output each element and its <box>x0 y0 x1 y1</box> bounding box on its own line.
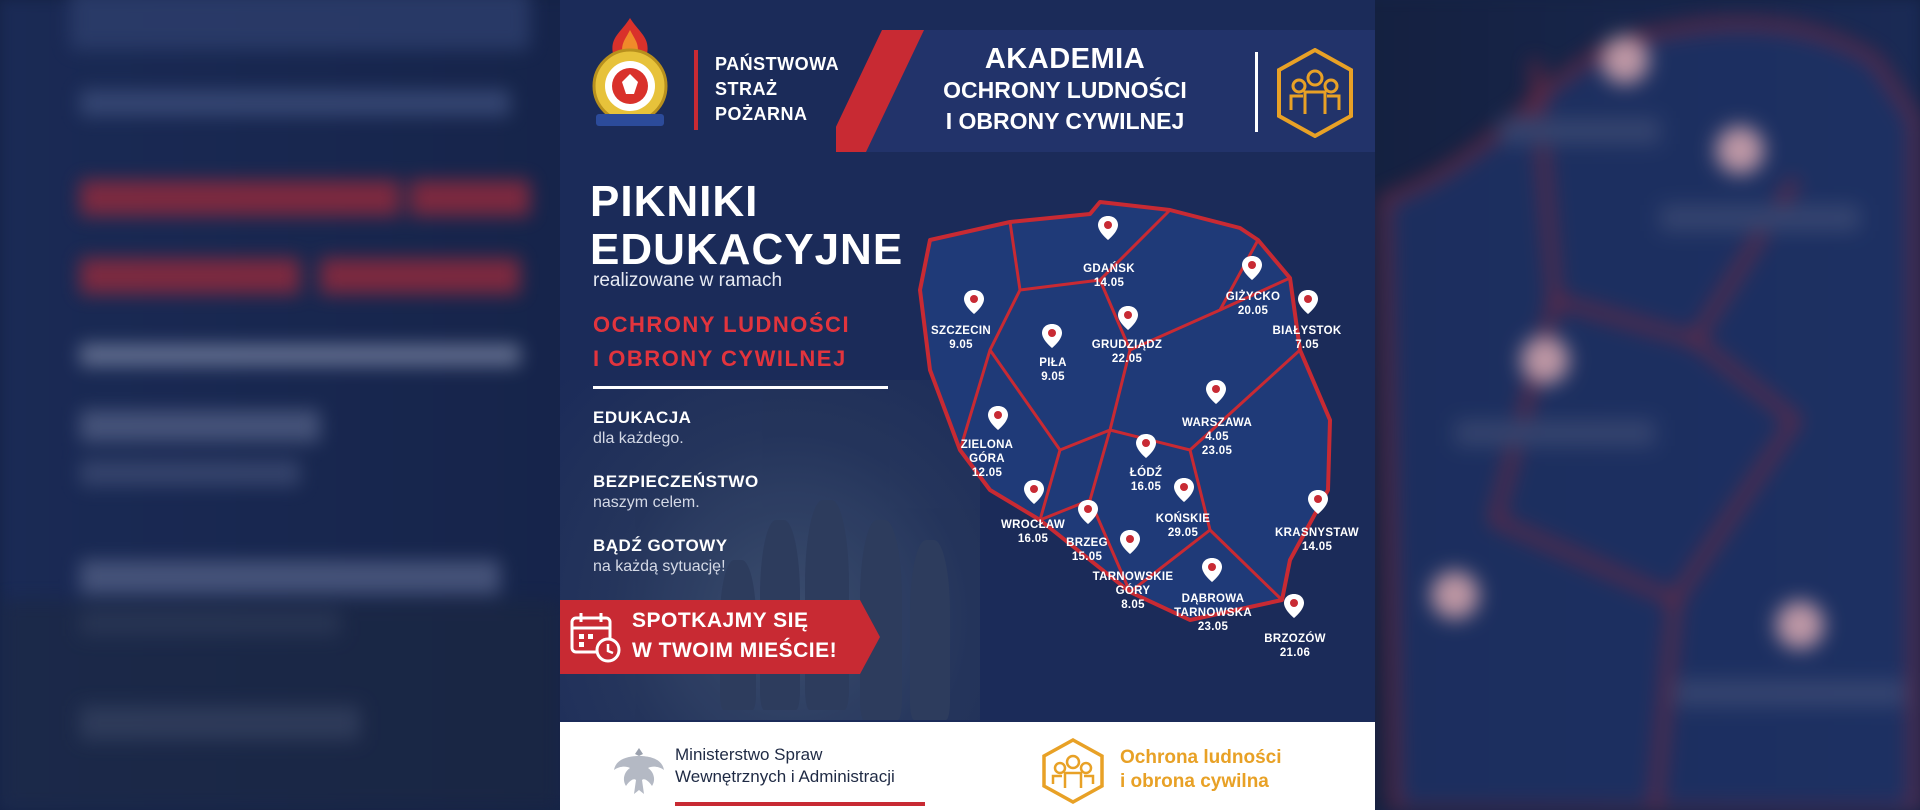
psp-divider <box>694 50 698 130</box>
city-label-brzeg: BRZEG 15.05 <box>1066 537 1108 563</box>
calendar-icon <box>568 610 622 664</box>
city-label-zielona-gora: ZIELONA GÓRA 12.05 <box>960 439 1014 479</box>
page-title: PIKNIKI EDUKACYJNE <box>590 177 904 274</box>
city-label-szczecin: SZCZECIN 9.05 <box>931 325 991 351</box>
akademia-people-icon <box>1275 48 1355 138</box>
psp-emblem-icon <box>582 16 678 134</box>
map-pin-icon <box>1298 290 1318 314</box>
poster <box>560 0 1375 810</box>
akademia-divider <box>1255 52 1258 132</box>
city-label-warszawa: WARSZAWA 4.05 23.05 <box>1181 417 1253 457</box>
city-label-gdansk: GDAŃSK 14.05 <box>1083 263 1135 289</box>
city-label-dabrowa-tarnowska: DĄBROWA TARNOWSKA 23.05 <box>1174 593 1252 633</box>
blurred-background-right <box>1375 0 1920 810</box>
city-label-pila: PIŁA 9.05 <box>1039 357 1067 383</box>
civil-protection-program-name: Ochrona ludności i obrona cywilna <box>1120 747 1282 792</box>
ministry-underline <box>675 802 925 806</box>
subtitle: realizowane w ramach <box>593 270 783 291</box>
city-label-lodz: ŁÓDŹ 16.05 <box>1129 467 1163 493</box>
footer-bar <box>560 722 1375 810</box>
program-name: OCHRONY LUDNOŚCI I OBRONY CYWILNEJ <box>593 312 851 371</box>
map-pin-icon <box>1284 594 1304 618</box>
feature-safety: BEZPIECZEŃSTWO naszym celem. <box>593 472 759 511</box>
blurred-background-left <box>0 0 560 810</box>
psp-name: PAŃSTWOWA STRAŻ POŻARNA <box>715 54 840 124</box>
city-label-grudziadz: GRUDZIĄDZ 22.05 <box>1091 339 1163 365</box>
civil-protection-people-icon <box>1040 738 1106 804</box>
city-label-krasnystaw: KRASNYSTAW 14.05 <box>1275 527 1359 553</box>
feature-education: EDUKACJA dla każdego. <box>593 408 692 447</box>
akademia-name: AKADEMIA OCHRONY LUDNOŚCI I OBRONY CYWILNEJ <box>943 43 1187 134</box>
city-label-wroclaw: WROCŁAW 16.05 <box>1000 519 1066 545</box>
city-label-tarnowskie-gory: TARNOWSKIE GÓRY 8.05 <box>1092 571 1174 611</box>
city-label-brzozow: BRZOZÓW 21.06 <box>1264 633 1326 659</box>
feature-be-ready: BĄDŹ GOTOWY na każdą sytuację! <box>593 536 728 575</box>
city-label-gizycko: GIŻYCKO 20.05 <box>1225 291 1281 317</box>
divider-line <box>593 386 888 389</box>
city-label-bialystok: BIAŁYSTOK 7.05 <box>1272 325 1342 351</box>
cta-text: SPOTKAJMY SIĘ W TWOIM MIEŚCIE! <box>632 609 838 662</box>
city-label-konskie: KOŃSKIE 29.05 <box>1155 513 1211 539</box>
polish-eagle-icon <box>610 742 668 800</box>
ministry-name: Ministerstwo Spraw Wewnętrznych i Administracji <box>675 745 895 786</box>
